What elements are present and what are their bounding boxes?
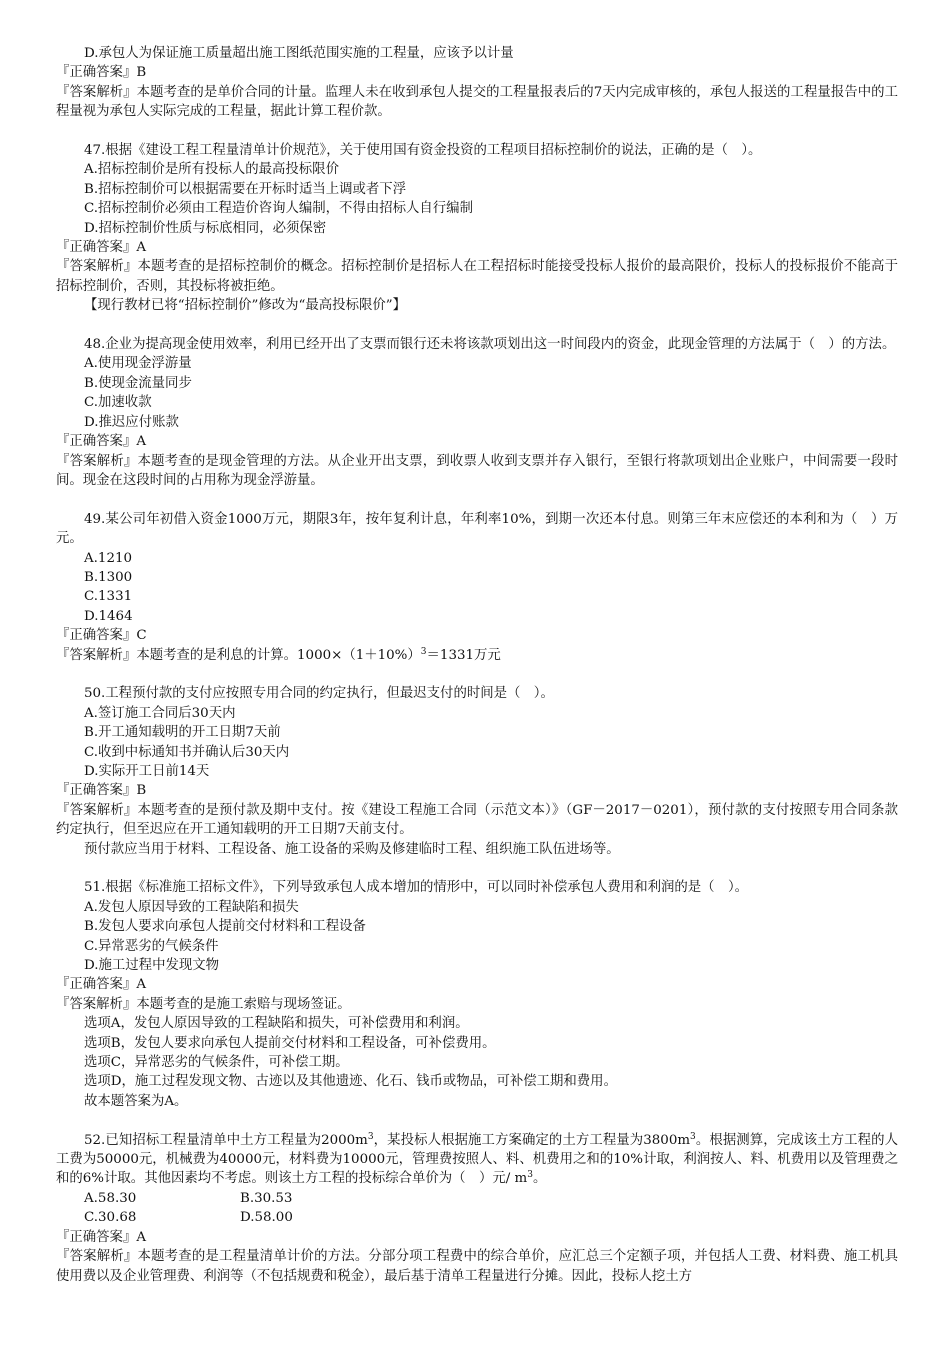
q49-option-b: B.1300 <box>84 569 133 585</box>
q51-detail-d: 选项D，施工过程发现文物、古迹以及其他遗迹、化石、钱币或物品，可补偿工期和费用。 <box>84 1074 617 1090</box>
q48-analysis: 『答案解析』本题考查的是现金管理的方法。从企业开出支票，到收票人收到支票并存入银行，至银行将款项划出企业账户，中间需要一段时间。现金在这段时间的占用称为现金浮游量。 <box>56 453 898 488</box>
document-page <box>56 44 898 1286</box>
q52-option-b: B.30.53 <box>240 1190 293 1206</box>
q51-analysis: 『答案解析』本题考查的是施工索赔与现场签证。 <box>56 996 351 1012</box>
q50-option-c: C.收到中标通知书并确认后30天内 <box>84 744 290 760</box>
q48-option-d: D.推迟应付账款 <box>84 414 179 430</box>
q49-option-c: C.1331 <box>84 589 133 605</box>
q51-detail-a: 选项A，发包人原因导致的工程缺陷和损失，可补偿费用和利润。 <box>84 1016 469 1032</box>
q51-stem: 51.根据《标准施工招标文件》，下列导致承包人成本增加的情形中，可以同时补偿承包人费用和利润的是（ ）。 <box>84 880 749 896</box>
q52-analysis: 『答案解析』本题考查的是工程量清单计价的方法。分部分项工程费中的综合单价，应汇总三个定额子项，并包括人工费、材料费、施工机具使用费以及企业管理费、利润等（不包括规费和税金），最后基于清单工程量进行分摊。因此，投标人挖土方 <box>56 1249 898 1284</box>
q51-option-a: A.发包人原因导致的工程缺陷和损失 <box>84 899 299 915</box>
q50-option-d: D.实际开工日前14天 <box>84 763 210 779</box>
q48-stem: 48.企业为提高现金使用效率，利用已经开出了支票而银行还未将该款项划出这一时间段内的资金，此现金管理的方法属于（ ）的方法。 <box>84 337 896 353</box>
q52-option-a: A.58.30 <box>84 1190 137 1206</box>
q51-conclusion: 故本题答案为A。 <box>84 1093 188 1109</box>
q46-answer: 『正确答案』B <box>56 65 147 81</box>
q49-analysis: 『答案解析』本题考查的是利息的计算。$1000\times(1+10\%)^3=1331$万元 <box>56 646 501 663</box>
q51-option-b: B.发包人要求向承包人提前交付材料和工程设备 <box>84 919 366 935</box>
q48-option-b: B.使现金流量同步 <box>84 375 192 391</box>
q51-detail-b: 选项B，发包人要求向承包人提前交付材料和工程设备，可补偿费用。 <box>84 1035 496 1051</box>
q49-answer: 『正确答案』C <box>56 628 147 644</box>
q51-detail-c: 选项C，异常恶劣的气候条件，可补偿工期。 <box>84 1055 349 1071</box>
q49-stem: 49.某公司年初借入资金1000万元，期限3年，按年复利计息，年利率10%，到期一次还本付息。则第三年末应偿还的本利和为（ ）万元。 <box>56 511 898 547</box>
q46-option-d: D.承包人为保证施工质量超出施工图纸范围实施的工程量，应该予以计量 <box>84 46 514 61</box>
q48-option-c: C.加速收款 <box>84 395 152 411</box>
q47-option-d: D.招标控制价性质与标底相同，必须保密 <box>84 220 327 236</box>
q50-option-b: B.开工通知载明的开工日期7天前 <box>84 725 281 741</box>
q50-analysis: 『答案解析』本题考查的是预付款及期中支付。按《建设工程施工合同（示范文本）》（GF－2017－0201），预付款的支付按照专用合同条款约定执行，但至迟应在开工通知载明的开工日期7天前支付。 <box>56 802 898 838</box>
q47-note: 【现行教材已将“招标控制价”修改为“最高投标限价”】 <box>84 298 406 314</box>
q51-option-d: D.施工过程中发现文物 <box>84 958 220 974</box>
q52-option-d: D.58.00 <box>240 1210 293 1226</box>
q52-stem: 52.已知招标工程量清单中土方工程量为$2000m^3$，某投标人根据施工方案确定的土方工程量为$3800m^3$。根据测算，完成该土方工程的人工费为50000元，机械费为40000元，材料费为10000元，管理费按照人、料、机费用之和的10%计取，利润按人、料、机费用以及管理费之和的6%计取。其他因素均不考虑。则该土方工程的投标综合单价为（ ）元/ $m^3$。 <box>56 1131 898 1187</box>
q52-answer: 『正确答案』A <box>56 1229 147 1245</box>
q50-note: 预付款应当用于材料、工程设备、施工设备的采购及修建临时工程、组织施工队伍进场等。 <box>84 841 620 857</box>
q47-stem: 47.根据《建设工程工程量清单计价规范》，关于使用国有资金投资的工程项目招标控制价的说法，正确的是（ ）。 <box>84 143 762 159</box>
q51-option-c: C.异常恶劣的气候条件 <box>84 938 219 954</box>
q49-option-a: A.1210 <box>84 550 133 566</box>
q47-option-c: C.招标控制价必须由工程造价咨询人编制，不得由招标人自行编制 <box>84 201 473 217</box>
q46-analysis: 『答案解析』本题考查的是单价合同的计量。监理人未在收到承包人提交的工程量报表后的7天内完成审核的，承包人报送的工程量报告中的工程量视为承包人实际完成的工程量，据此计算工程价款。 <box>56 84 898 120</box>
q47-option-b: B.招标控制价可以根据需要在开标时适当上调或者下浮 <box>84 181 407 197</box>
q47-option-a: A.招标控制价是所有投标人的最高投标限价 <box>84 162 339 178</box>
q50-answer: 『正确答案』B <box>56 783 147 799</box>
q47-analysis: 『答案解析』本题考查的是招标控制价的概念。招标控制价是招标人在工程招标时能接受投标人报价的最高限价，投标人的投标报价不能高于招标控制价，否则，其投标将被拒绝。 <box>56 259 898 294</box>
q51-answer: 『正确答案』A <box>56 977 147 993</box>
q47-answer: 『正确答案』A <box>56 240 147 256</box>
q52-options-row-1 <box>56 1189 898 1208</box>
q50-option-a: A.签订施工合同后30天内 <box>84 705 236 721</box>
q50-stem: 50.工程预付款的支付应按照专用合同的约定执行，但最迟支付的时间是（ ）。 <box>84 686 554 702</box>
q52-options-row-2 <box>56 1208 898 1227</box>
q48-answer: 『正确答案』A <box>56 434 147 450</box>
q49-option-d: D.1464 <box>84 608 133 624</box>
q48-option-a: A.使用现金浮游量 <box>84 356 192 372</box>
q52-option-c: C.30.68 <box>84 1210 137 1226</box>
